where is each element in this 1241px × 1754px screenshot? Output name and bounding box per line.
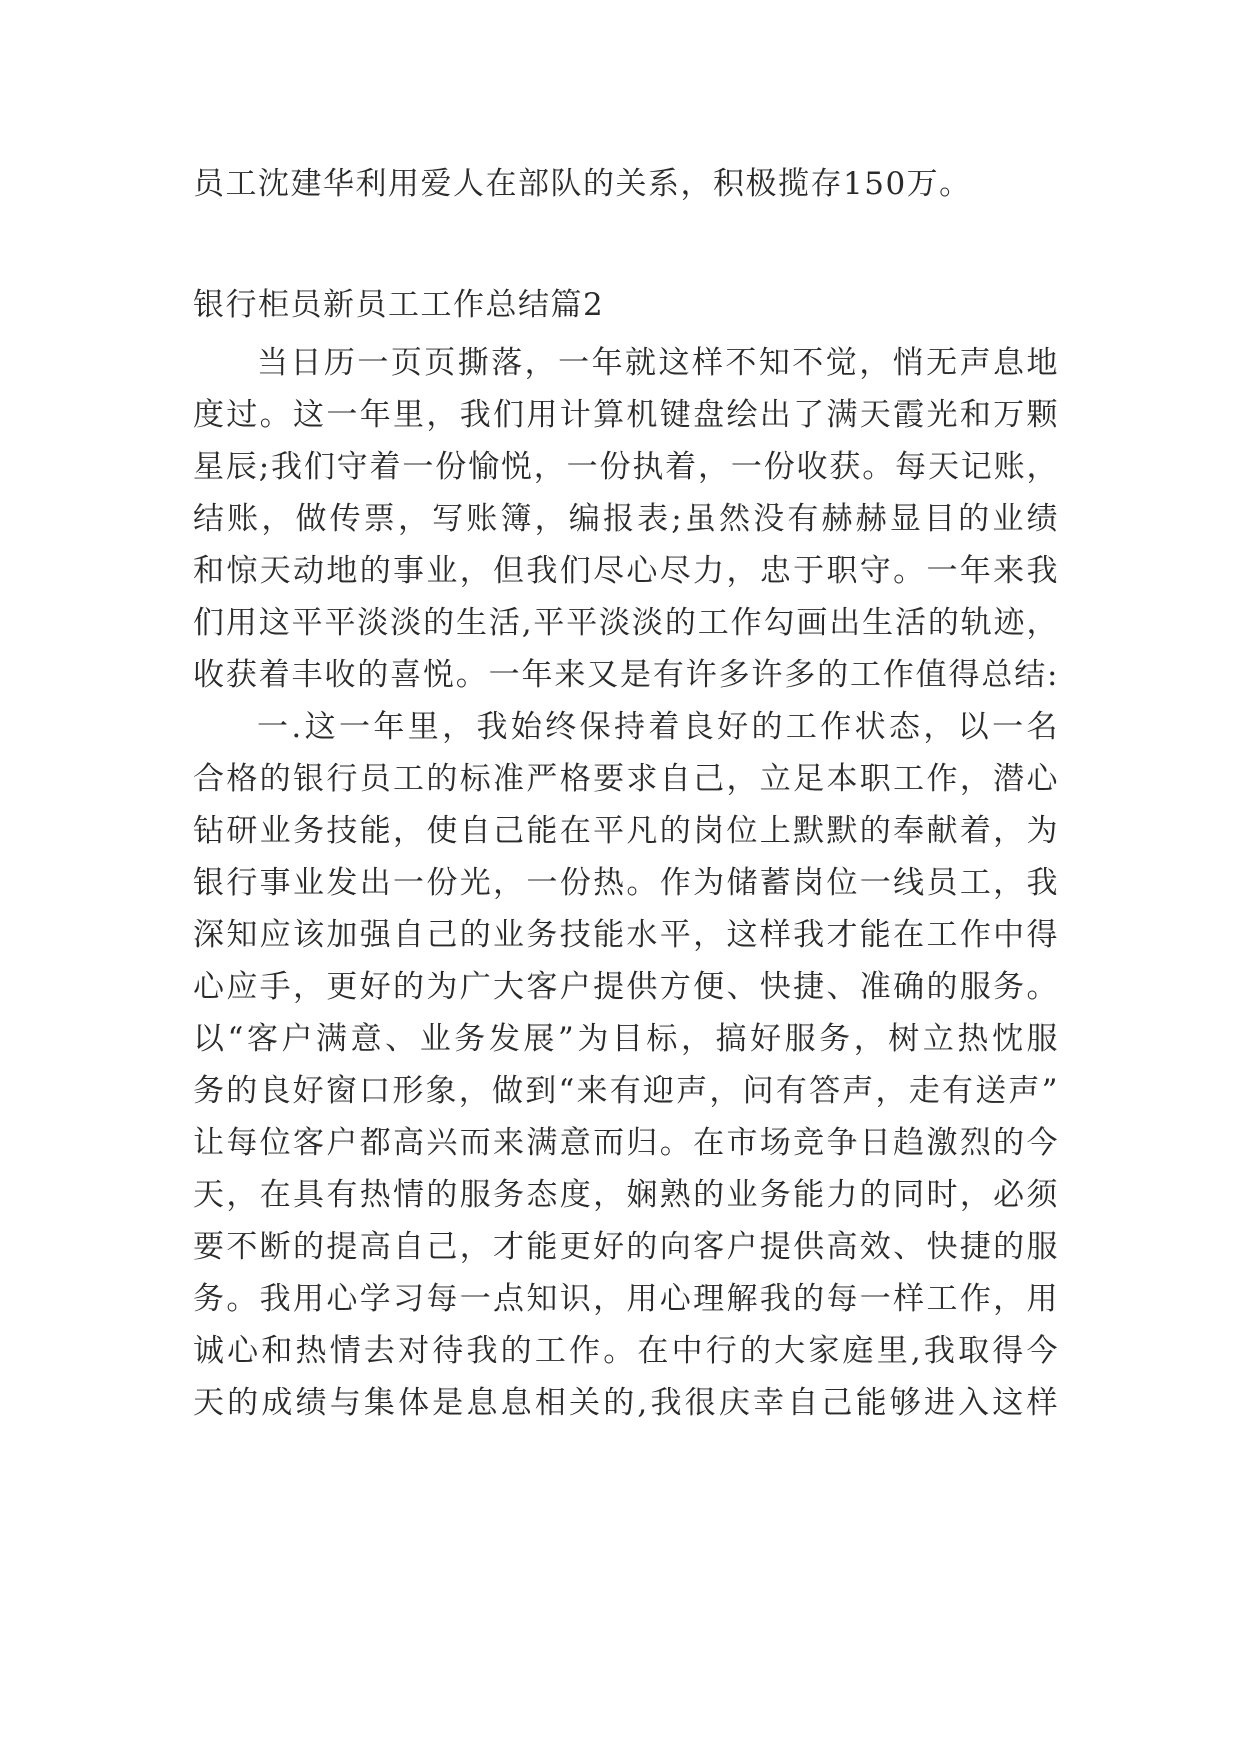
paragraph-1 xyxy=(193,337,1059,701)
paragraph-line: 要不断的提高自己，才能更好的向客户提供高效、快捷的服 xyxy=(193,1229,1059,1265)
paragraph-line: 钻研业务技能，使自己能在平凡的岗位上默默的奉献着，为 xyxy=(193,813,1059,849)
section-title: 银行柜员新员工工作总结篇2 xyxy=(193,287,605,323)
paragraph-line: 度过。这一年里，我们用计算机键盘绘出了满天霞光和万颗 xyxy=(193,397,1059,433)
paragraph-line: 合格的银行员工的标准严格要求自己，立足本职工作，潜心 xyxy=(193,761,1059,797)
paragraph-continuation-line: 员工沈建华利用爱人在部队的关系，积极揽存150万。 xyxy=(193,166,972,202)
paragraph-line: 当日历一页页撕落，一年就这样不知不觉，悄无声息地 xyxy=(257,345,1059,381)
paragraph-line: 星辰;我们守着一份愉悦，一份执着，一份收获。每天记账， xyxy=(193,449,1059,485)
paragraph-line: 天，在具有热情的服务态度，娴熟的业务能力的同时，必须 xyxy=(193,1177,1059,1213)
paragraph-line: 心应手，更好的为广大客户提供方便、快捷、准确的服务。 xyxy=(193,969,1059,1005)
paragraph-2 xyxy=(193,701,1059,1429)
paragraph-line: 们用这平平淡淡的生活,平平淡淡的工作勾画出生活的轨迹， xyxy=(193,605,1059,641)
paragraph-line: 让每位客户都高兴而来满意而归。在市场竞争日趋激烈的今 xyxy=(193,1125,1059,1161)
paragraph-line: 以“客户满意、业务发展”为目标，搞好服务，树立热忱服 xyxy=(193,1021,1059,1057)
paragraph-line: 天的成绩与集体是息息相关的,我很庆幸自己能够进入这样 xyxy=(193,1385,1059,1421)
paragraph-line: 银行事业发出一份光，一份热。作为储蓄岗位一线员工，我 xyxy=(193,865,1059,901)
paragraph-line: 深知应该加强自己的业务技能水平，这样我才能在工作中得 xyxy=(193,917,1059,953)
paragraph-line: 务的良好窗口形象，做到“来有迎声，问有答声，走有送声” xyxy=(193,1073,1059,1109)
paragraph-line: 收获着丰收的喜悦。一年来又是有许多许多的工作值得总结: xyxy=(193,657,1059,693)
paragraph-line: 务。我用心学习每一点知识，用心理解我的每一样工作，用 xyxy=(193,1281,1059,1317)
paragraph-line: 结账，做传票，写账簿，编报表;虽然没有赫赫显目的业绩 xyxy=(193,501,1059,537)
paragraph-line: 和惊天动地的事业，但我们尽心尽力，忠于职守。一年来我 xyxy=(193,553,1059,589)
document-body xyxy=(193,158,1059,1429)
paragraph-line: 诚心和热情去对待我的工作。在中行的大家庭里,我取得今 xyxy=(193,1333,1059,1369)
paragraph-line: 一.这一年里，我始终保持着良好的工作状态，以一名 xyxy=(257,709,1059,745)
